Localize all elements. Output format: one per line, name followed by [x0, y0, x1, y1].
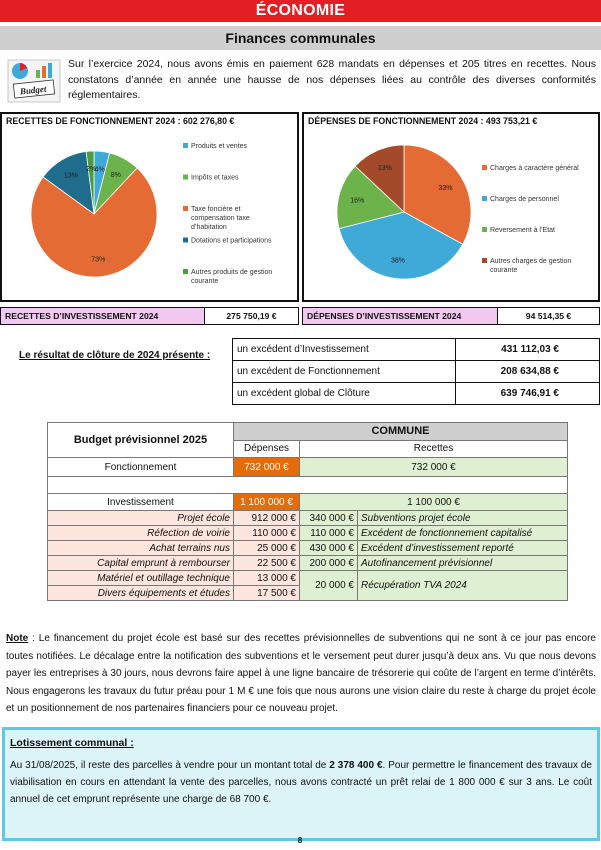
budget-row: [48, 511, 568, 526]
resultat-row-label: un excédent de Fonctionnement: [233, 361, 456, 383]
budget-row: [48, 526, 568, 541]
resultat-row: [233, 339, 600, 361]
legend-swatch: [183, 269, 188, 274]
pie-slice-label: 16%: [350, 197, 365, 205]
legend-label: Autres charges de gestion courante: [490, 258, 572, 274]
budget-row-rec-label: Excédent de fonctionnement capitalisé: [358, 526, 568, 541]
legend-swatch: [183, 143, 188, 148]
section-banner: ÉCONOMIE: [0, 0, 601, 22]
resultat-row-value: 639 746,91 €: [456, 383, 600, 405]
pie-slice-label: 33%: [438, 184, 453, 192]
budget-row: [48, 556, 568, 571]
recettes-investissement-label: RECETTES D’INVESTISSEMENT 2024: [0, 307, 205, 325]
budget-illustration: [6, 56, 62, 104]
budget-row-dep-label: Divers équipements et études: [48, 586, 234, 601]
note-text: : Le financement du projet école est basé sur des recettes prévisionnelles de subventions qui ne sont à ce jour pas encore toutes notifiées. Le décalage entre la notification des subventions et le versement peut durer jusqu’à deux ans. Vu que nous devons payer les entreprises à 30 jours, nous devrons faire appel à une ligne bancaire de trésorerie qui coûte de l’argent en terme d’intérêts. Nous engagerons les travaux du futur préau pour 1 M € une fois que nous aurons une vision claire du reste à charge du projet école et un positionnement de nos partenaires financiers pour ce nouveau projet.: [6, 633, 596, 714]
lotissement-amount: 2 378 400 €: [329, 760, 383, 771]
legend-label: Impôts et taxes: [191, 174, 239, 182]
budget-row-rec-value: 430 000 €: [300, 541, 358, 556]
budget-title: Budget prévisionnel 2025: [48, 423, 234, 458]
budget-row-dep-label: Matériel et outillage technique: [48, 571, 234, 586]
budget-merged-rec-label: Récupération TVA 2024: [358, 571, 568, 601]
pie-slice-label: 8%: [110, 171, 121, 179]
legend-label: Dotations et participations: [191, 237, 272, 245]
lotissement-box: [2, 727, 600, 841]
budget-row-dep-value: 25 000 €: [234, 541, 300, 556]
lotissement-text-1: Au 31/08/2025, il reste des parcelles à vendre pour un montant total de: [10, 760, 330, 771]
budget-row-dep-value: 13 000 €: [234, 571, 300, 586]
legend-label: Autres produits de gestion courante: [191, 269, 273, 285]
legend-label: Produits et ventes: [191, 143, 248, 150]
budget-commune-header: COMMUNE: [234, 423, 568, 441]
legend-swatch: [482, 227, 487, 232]
depenses-chart-box: [302, 112, 600, 302]
budget-row-rec-label: Subventions projet école: [358, 511, 568, 526]
budget-row-rec-label: Autofinancement prévisionnel: [358, 556, 568, 571]
budget-row-dep-value: 17 500 €: [234, 586, 300, 601]
resultat-table: [232, 338, 600, 405]
lotissement-title: Lotissement communal :: [10, 737, 134, 749]
budget-row: [48, 571, 568, 586]
recettes-investissement-value: 275 750,19 €: [204, 307, 299, 325]
legend-swatch: [183, 175, 188, 180]
pie-slice-label: 38%: [390, 257, 405, 265]
note-label: Note: [6, 633, 29, 644]
budget-row: [48, 541, 568, 556]
budget-row-dep-label: Achat terrains nus: [48, 541, 234, 556]
pie-slice-label: 73%: [91, 256, 106, 264]
depenses-investissement-label: DÉPENSES D’INVESTISSEMENT 2024: [302, 307, 498, 325]
budget-row-rec-value: 340 000 €: [300, 511, 358, 526]
pie-slice-label: 4%: [94, 166, 105, 174]
pie-slice-label: 13%: [377, 165, 392, 173]
budget-merged-rec-value: 20 000 €: [300, 571, 358, 601]
intro-paragraph: Sur l’exercice 2024, nous avons émis en paiement 628 mandats en dépenses et 205 titres en recettes. Nous constatons d’année en année une hausse de nos dépenses liées au contrôle des diverses conformités réglementaires.: [68, 58, 596, 101]
resultat-row-value: 431 112,03 €: [456, 339, 600, 361]
budget-table: [47, 422, 568, 601]
depenses-pie: [304, 114, 598, 300]
budget-depenses-header: Dépenses: [234, 440, 300, 458]
legend-swatch: [183, 206, 188, 211]
legend-swatch: [482, 165, 487, 170]
pie-slice-label: 2%: [86, 166, 97, 174]
resultat-row: [233, 361, 600, 383]
resultat-row-label: un excédent global de Clôture: [233, 383, 456, 405]
budget-row-rec-value: 200 000 €: [300, 556, 358, 571]
recettes-chart-box: [0, 112, 299, 302]
budget-fonctionnement-label: Fonctionnement: [48, 458, 234, 477]
page-number: 8: [297, 836, 303, 845]
depenses-investissement-value: 94 514,35 €: [497, 307, 600, 325]
budget-investissement-recettes: 1 100 000 €: [300, 494, 568, 511]
legend-swatch: [482, 258, 487, 263]
legend-label: Taxe foncière et compensation taxe d’habitation: [191, 206, 250, 231]
pie-slice-label: 13%: [63, 172, 78, 180]
budget-row-dep-value: 22 500 €: [234, 556, 300, 571]
budget-investissement-depenses: 1 100 000 €: [234, 494, 300, 511]
resultat-row: [233, 383, 600, 405]
resultat-row-value: 208 634,88 €: [456, 361, 600, 383]
legend-swatch: [183, 238, 188, 243]
budget-fonctionnement-recettes: 732 000 €: [300, 458, 568, 477]
budget-illustration-label: Budget: [19, 83, 47, 97]
lotissement-text-2: . Pour permettre le financement des travaux de viabilisation en cours en attendant la vente des parcelles, nous avons contracté un prêt relai de 1 800 000 € sur 3 ans. Le coût annuel de cet emprunt représente une charge de 68 700 €.: [10, 760, 592, 805]
legend-label: Reversement à l’Etat: [490, 227, 555, 234]
legend-swatch: [482, 196, 487, 201]
budget-row-dep-label: Capital emprunt à rembourser: [48, 556, 234, 571]
budget-fonctionnement-depenses: 732 000 €: [234, 458, 300, 477]
note-paragraph: [6, 630, 596, 718]
budget-recettes-header: Recettes: [300, 440, 568, 458]
section-subtitle: Finances communales: [0, 26, 601, 50]
recettes-pie: [2, 114, 297, 300]
budget-spacer-row: [48, 477, 568, 494]
budget-row-rec-value: 110 000 €: [300, 526, 358, 541]
budget-row-dep-label: Projet école: [48, 511, 234, 526]
budget-investissement-label: Investissement: [48, 494, 234, 511]
resultat-row-label: un excédent d’Investissement: [233, 339, 456, 361]
resultat-label: Le résultat de clôture de 2024 présente :: [19, 350, 211, 361]
lotissement-text: [10, 757, 592, 808]
budget-row-dep-label: Réfection de voirie: [48, 526, 234, 541]
budget-row-dep-value: 110 000 €: [234, 526, 300, 541]
depenses-chart-title: DÉPENSES DE FONCTIONNEMENT 2024 : 493 753,21 €: [308, 116, 538, 126]
legend-label: Charges de personnel: [490, 196, 559, 203]
legend-label: Charges à caractère général: [490, 165, 579, 172]
recettes-chart-title: RECETTES DE FONCTIONNEMENT 2024 : 602 276,80 €: [6, 116, 235, 126]
budget-row-dep-value: 912 000 €: [234, 511, 300, 526]
budget-row-rec-label: Excédent d’investissement reporté: [358, 541, 568, 556]
